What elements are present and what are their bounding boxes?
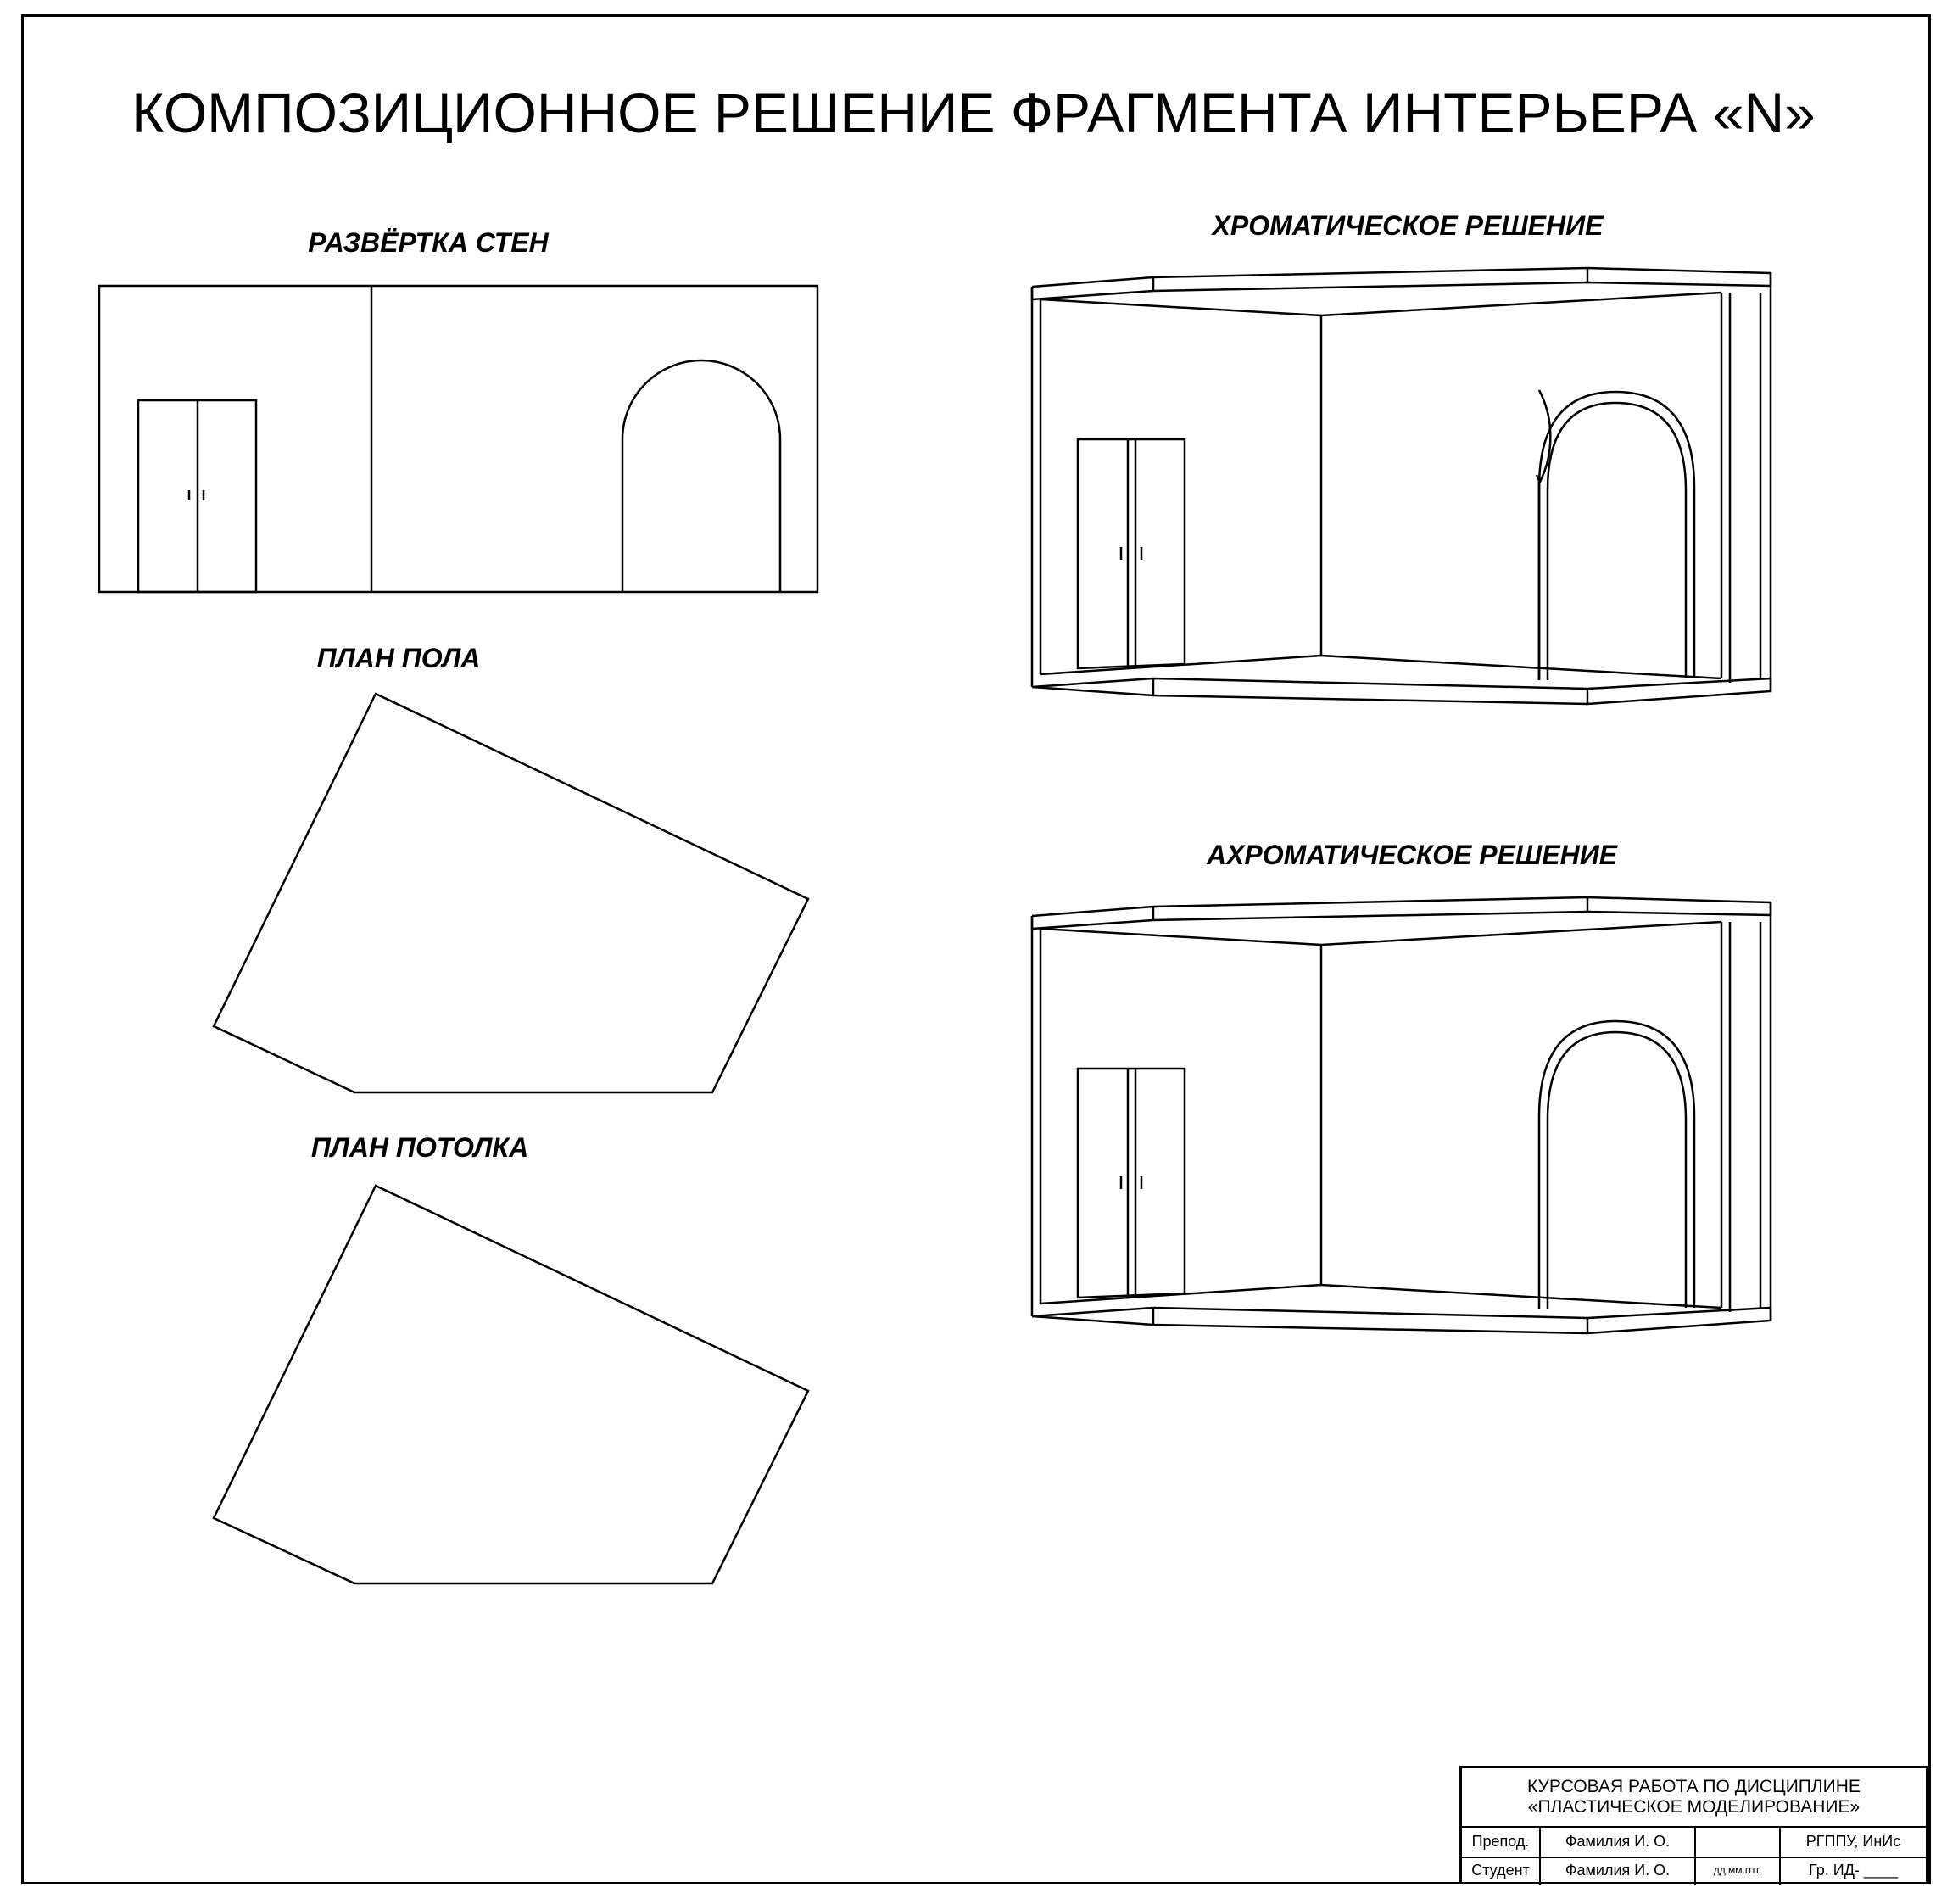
walls-unfolded-title: РАЗВЁРТКА СТЕН	[308, 227, 549, 258]
teacher-role: Препод.	[1462, 1828, 1541, 1857]
achromatic-title: АХРОМАТИЧЕСКОЕ РЕШЕНИЕ	[1206, 840, 1618, 870]
discipline-line: «ПЛАСТИЧЕСКОЕ МОДЕЛИРОВАНИЕ»	[1527, 1797, 1861, 1817]
chromatic-room-drawing	[1032, 268, 1771, 704]
title-block-heading	[1462, 1768, 1926, 1828]
teacher-date	[1696, 1828, 1781, 1857]
student-name: Фамилия И. О.	[1541, 1857, 1696, 1885]
floor-plan-shape	[214, 694, 808, 1092]
wall-unfolding-drawing	[99, 286, 817, 592]
student-date: дд.мм.гггг.	[1696, 1857, 1781, 1885]
chromatic-title: ХРОМАТИЧЕСКОЕ РЕШЕНИЕ	[1212, 210, 1604, 241]
sheet-title: КОМПОЗИЦИОННОЕ РЕШЕНИЕ ФРАГМЕНТА ИНТЕРЬЕРА «N»	[131, 81, 1816, 144]
student-group: Гр. ИД- ____	[1809, 1862, 1898, 1879]
floor-plan-title: ПЛАН ПОЛА	[316, 643, 481, 673]
organization: РГППУ, ИнИс	[1805, 1833, 1901, 1850]
achromatic-room-drawing	[1032, 897, 1771, 1333]
ceiling-plan-title: ПЛАН ПОТОЛКА	[310, 1132, 529, 1163]
arch-drawing	[622, 360, 780, 592]
title-block-row-teacher	[1462, 1828, 1926, 1858]
course-line: КУРСОВАЯ РАБОТА ПО ДИСЦИПЛИНЕ	[1527, 1777, 1861, 1796]
title-block-row-student	[1462, 1857, 1926, 1885]
teacher-name: Фамилия И. О.	[1541, 1828, 1696, 1857]
ceiling-plan-shape	[214, 1186, 808, 1583]
student-role: Студент	[1462, 1857, 1541, 1885]
title-block	[1459, 1766, 1928, 1884]
